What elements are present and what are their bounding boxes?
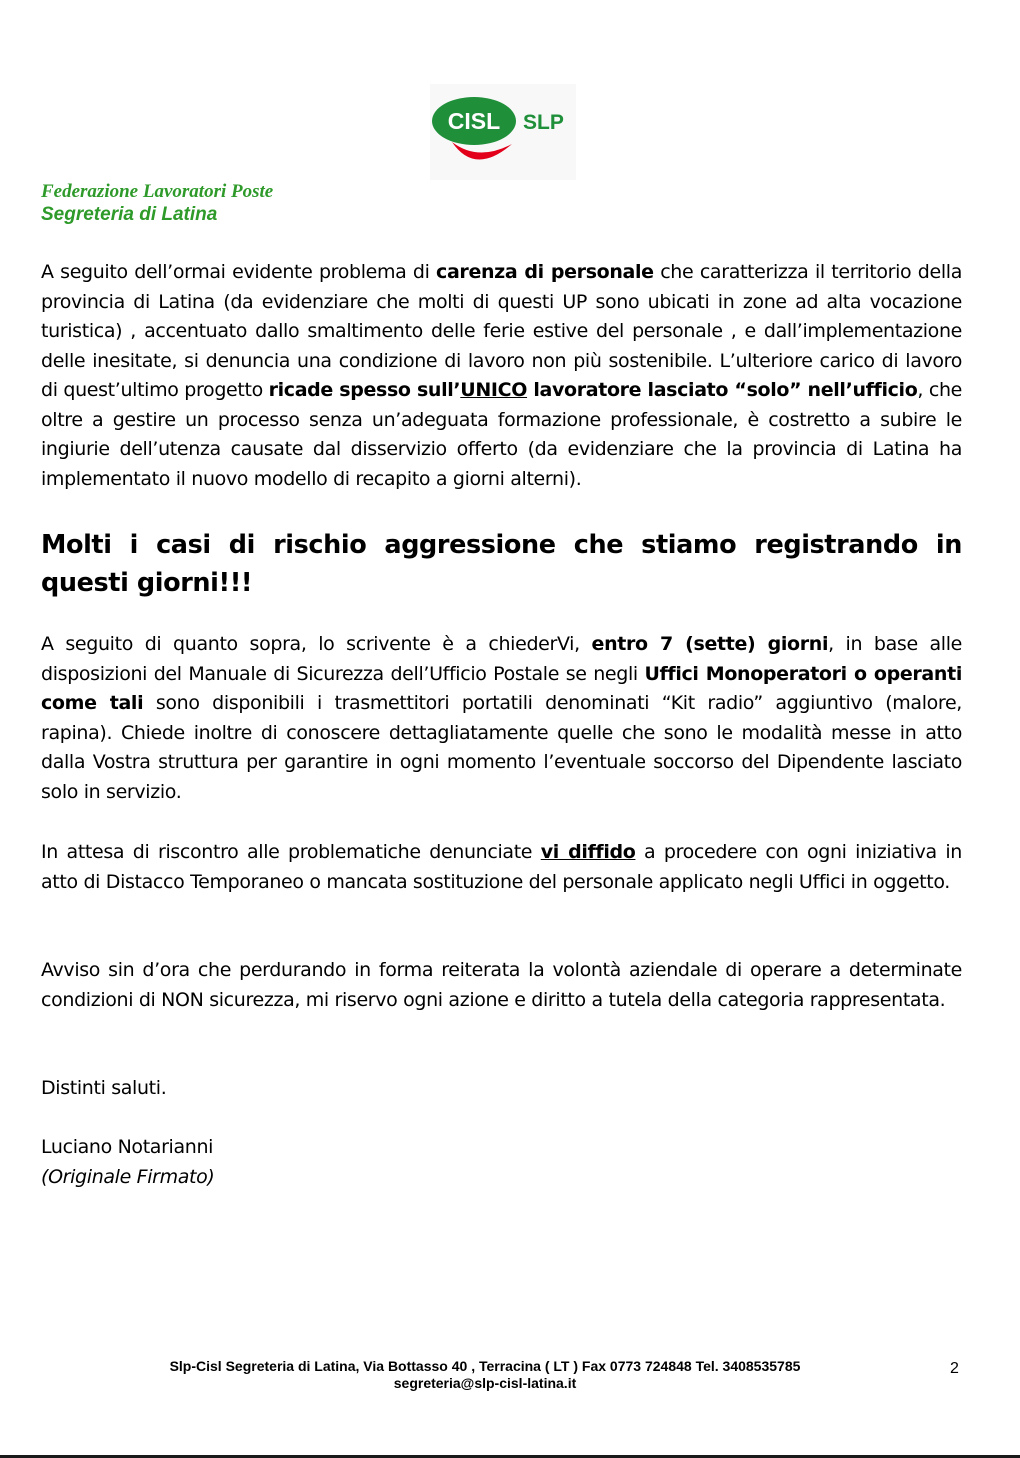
bold-run-part: ricade spesso sull’ [268, 379, 461, 401]
text-run: , che oltre a gestire un processo senza un’adeguata formazione professionale, è costretto a subire le ingiurie dell’utenza causate dal disservizio offerto (da evidenziare che la provincia di Latina ha implementato il nuovo modello di recapito a giorni alterni). [41, 379, 962, 490]
logo-slp-text: SLP [523, 111, 564, 134]
bold-run: carenza di personale [436, 261, 654, 283]
footer-email: segreteria@slp-cisl-latina.it [393, 1375, 577, 1391]
text-run: sono disponibili i trasmettitori portatili denominati “Kit radio” aggiuntivo (malore, rapina). Chiede inoltre di conoscere dettagliatamente quelle che sono le modalità messe in atto dalla Vostra struttura per garantire in ogni momento l’eventuale soccorso del Dipendente lasciato solo in servizio. [41, 692, 962, 803]
footer-address: Slp-Cisl Segreteria di Latina, Via Bottasso 40 , Terracina ( LT ) Fax 0773 724848 Tel. 3408535785 [169, 1358, 801, 1374]
logo-cisl-text: CISL [447, 108, 501, 134]
federation-name: Federazione Lavoratori Poste [41, 181, 274, 202]
paragraph-request [41, 630, 962, 807]
paragraph-staff-shortage [41, 258, 962, 494]
closing-greeting: Distinti saluti. [41, 1077, 167, 1099]
bold-underlined-run: vi diffido [540, 841, 636, 863]
text-run: , in base alle disposizioni del Manuale di Sicurezza dell’Ufficio Postale se negli [41, 633, 962, 685]
headline-aggression-risk: Molti i casi di rischio aggressione che stiamo registrando in questi giorni!!! [41, 530, 962, 598]
bold-run [269, 379, 918, 401]
paragraph-warning: Avviso sin d’ora che perdurando in forma reiterata la volontà aziendale di operare a determinate condizioni di NON sicurezza, mi riservo ogni azione e diritto a tutela della categoria rappresentata. [41, 959, 962, 1011]
paragraph-formal-notice [41, 838, 962, 897]
bold-run-part: lavoratore lasciato “solo” nell’ufficio [527, 379, 918, 401]
letterhead [41, 180, 273, 227]
office-name: Segreteria di Latina [41, 204, 218, 225]
logo-swoosh [452, 142, 512, 160]
footer [60, 1358, 910, 1392]
text-run: In attesa di riscontro alle problematiche denunciate [41, 841, 541, 863]
text-run: a procedere con ogni iniziativa in atto di Distacco Temporaneo o mancata sostituzione del personale applicato negli Uffici in oggetto. [41, 841, 962, 893]
text-run: A seguito dell’ormai evidente problema di [41, 261, 437, 283]
bold-run: entro 7 (sette) giorni [591, 633, 829, 655]
signature-name: Luciano Notarianni [41, 1136, 214, 1158]
bold-run: Uffici Monoperatori o operanti come tali [41, 662, 962, 714]
page-number: 2 [950, 1360, 959, 1377]
cisl-slp-logo [430, 84, 576, 180]
text-run: A seguito di quanto sopra, lo scrivente è a chiederVi, [41, 633, 592, 655]
signature-note: (Originale Firmato) [41, 1166, 215, 1188]
underlined-run: UNICO [460, 379, 528, 401]
text-run: che caratterizza il territorio della provincia di Latina (da evidenziare che molti di questi UP sono ubicati in zone ad alta vocazione turistica) , accentuato dallo smaltimento delle ferie estive del personale , e dall’implementazione delle inesitate, si denuncia una condizione di lavoro non più sostenibile. L’ulteriore carico di lavoro di quest’ultimo progetto [41, 261, 962, 401]
